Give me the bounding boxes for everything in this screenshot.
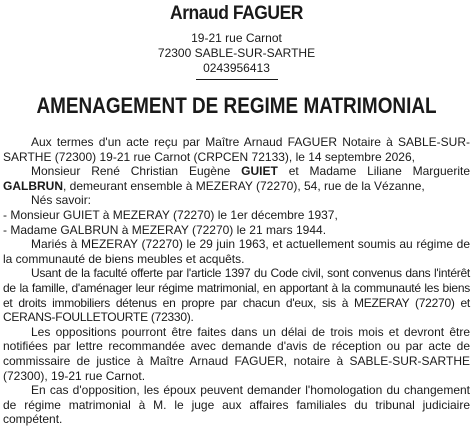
paragraph-homologation: En cas d'opposition, les époux peuvent demander l'homologation du changement de régime matrimonial à M. le juge aux affaires familiales du tribunal judiciaire compétent. [3,383,470,427]
header-divider [196,79,278,80]
paragraph-birth-1: - Monsieur GUIET à MEZERAY (72270) le 1er décembre 1937, [3,207,338,222]
spouse-surname-1: GUIET [241,164,278,179]
paragraph-arrangement: Usant de la faculté offerte par l'article 1397 du Code civil, sont convenus dans l'intérêt de la famille, d'aménager leur régime matrimonial, en apportant à la communauté les biens et droits immobiliers détenus en propre par chacun d'eux, sis à MEZERAY (72270) et CERANS-FOULLETOURTE (72330). [3,266,470,325]
spouse-surname-2: GALBRUN [3,178,63,193]
notice-title: AMENAGEMENT DE REGIME MATRIMONIAL [36,93,437,118]
paragraph-birth-2: - Madame GALBRUN à MEZERAY (72270) le 21 mars 1944. [3,222,327,237]
notary-street-address: 19-21 rue Carnot [191,31,282,45]
notice-body [3,135,470,427]
spouses-text-2: et Madame Liliane Marguerite [277,164,470,179]
paragraph-born: Nés savoir: [31,193,92,208]
notary-name: Arnaud FAGUER [170,3,303,24]
paragraph-deed: Aux termes d'un acte reçu par Maître Arnaud FAGUER Notaire à SABLE-SUR-SARTHE (72300) 19-21 rue Carnot (CRPCEN 72133), le 14 septembre 2026, [3,135,470,164]
notary-city: 72300 SABLE-SUR-SARTHE [157,46,316,60]
spouses-text-3: , demeurant ensemble à MEZERAY (72270), 54, rue de la Vézanne, [63,178,425,193]
paragraph-oppositions: Les oppositions pourront être faites dans un délai de trois mois et devront être notifiées par lettre recommandée avec demande d'avis de réception ou par acte de commissaire de justice à Maître Arnaud FAGUER, notaire à SABLE-SUR-SARTHE (72300), 19-21 rue Carnot. [3,324,470,383]
paragraph-spouses [3,164,470,193]
paragraph-marriage: Mariés à MEZERAY (72270) le 29 juin 1963, et actuellement soumis au régime de la communauté de biens meubles et acquêts. [3,237,470,266]
notary-phone: 0243956413 [203,61,270,75]
spouses-text-1: Monsieur René Christian Eugène [31,164,242,179]
